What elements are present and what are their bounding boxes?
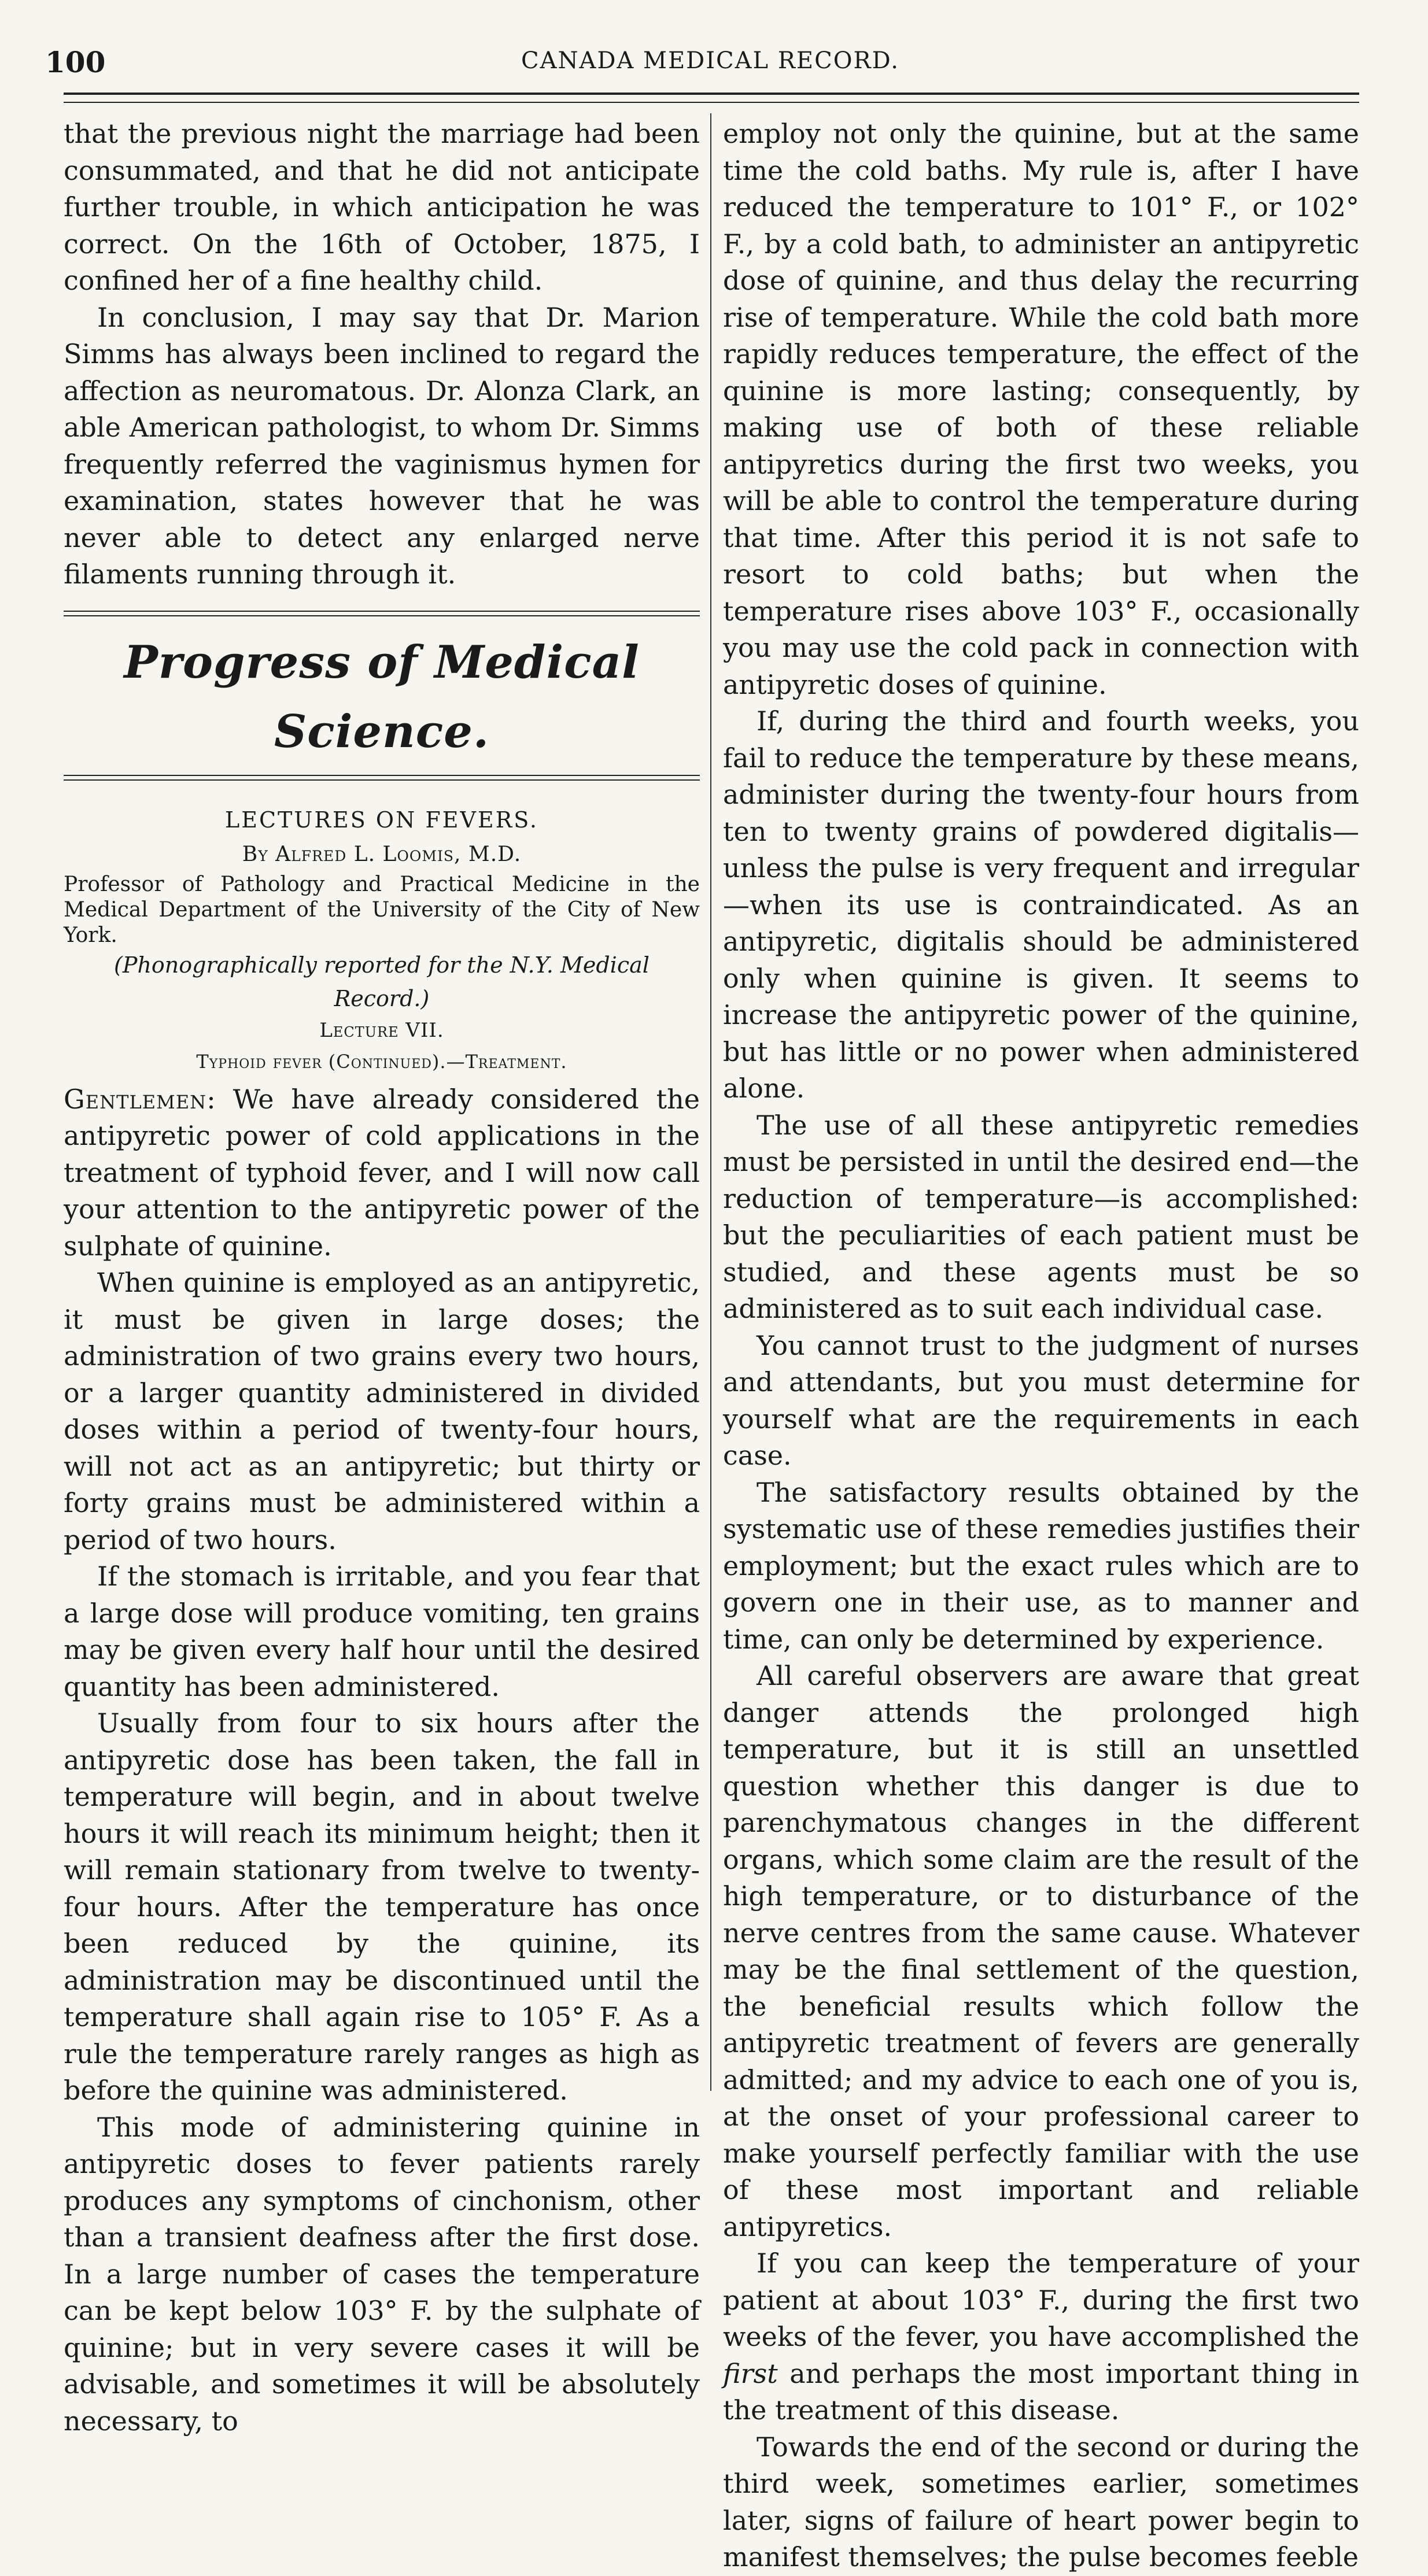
paragraph: In conclusion, I may say that Dr. Marion Simms has always been inclined to regard the affection as neuromatous. Dr. Alonza Clark, an able American pathologist, to whom Dr. Simms frequently referred the vaginismus hymen for examination, states however that he was never able to detect any enlarged nerve filaments running through it. xyxy=(64,301,700,590)
reported-note: (Phonographically reported for the N.Y. Medical Record.) xyxy=(114,952,650,1011)
paragraph: When quinine is employed as an antipyretic, it must be given in large doses; the administration of two grains every two hours, or a larger quantity administered in divided doses within a period of twenty-four hours, will not act as an antipyretic; but thirty or forty grains must be administered within a period of two hours. xyxy=(64,1267,700,1555)
paragraph xyxy=(64,1081,700,1265)
paragraph xyxy=(723,2245,1359,2429)
lecture-title: LECTURES ON FEVERS. xyxy=(224,807,539,833)
section-rule xyxy=(64,775,700,781)
paragraph: The use of all these antipyretic remedies must be persisted in until the desired end—the reduction of temperature—is accomplished: but the peculiarities of each patient must be studied, and these agents must be so administered as to suit each individual case. xyxy=(723,1109,1359,1324)
section-title: Progress of Medical Science. xyxy=(124,635,640,758)
running-head: CANADA MEDICAL RECORD. xyxy=(521,47,900,74)
paragraph: If the stomach is irritable, and you fear that a large dose will produce vomiting, ten grains may be given every half hour until the desired quantity has been administered. xyxy=(64,1561,700,1702)
column-divider xyxy=(710,113,711,2091)
left-column xyxy=(64,116,700,2440)
paragraph: The satisfactory results obtained by the systematic use of these remedies justifies their employment; but the exact rules which are to govern one in their use, as to manner and time, can only be determined by experience. xyxy=(723,1476,1359,1655)
header-rule-thin xyxy=(64,102,1359,103)
page-header xyxy=(45,42,1375,82)
salutation: Gentlemen xyxy=(64,1083,207,1115)
section-rule xyxy=(64,611,700,616)
paragraph: This mode of administering quinine in antipyretic doses to fever patients rarely produces any symptoms of cinchonism, other than a transient deafness after the first dose. In a large number of cases the temperature can be kept below 103° F. by the sulphate of quinine; but in very severe cases it will be advisable, and sometimes it will be absolutely necessary, to xyxy=(64,2111,700,2437)
paragraph: employ not only the quinine, but at the same time the cold baths. My rule is, after I have reduced the temperature to 101° F., or 102° F., by a cold bath, to administer an antipyretic dose of quinine, and thus delay the recurring rise of temperature. While the cold bath more rapidly reduces temperature, the effect of the quinine is more lasting; consequently, by making use of both of these reliable antipyretics during the first two weeks, you will be able to control the temperature during that time. After this period it is not safe to resort to cold baths; but when the temperature rises above 103° F., occasionally you may use the cold pack in connection with antipyretic doses of quinine. xyxy=(723,118,1359,700)
lecture-number: Lecture VII. xyxy=(319,1018,444,1042)
paragraph: Towards the end of the second or during the third week, sometimes earlier, sometimes later, signs of failure of heart power begin to manifest themselves; the pulse becomes feeble xyxy=(723,2431,1359,2573)
right-column xyxy=(723,116,1359,2576)
paragraph: You cannot trust to the judgment of nurses and attendants, but you must determine for yourself what are the requirements in each case. xyxy=(723,1329,1359,1471)
header-rule xyxy=(64,93,1359,95)
paragraph: If, during the third and fourth weeks, you fail to reduce the temperature by these means, administer during the twenty-four hours from ten to twenty grains of powdered digitalis—unless the pulse is very frequent and irregular—when its use is contraindicated. As an antipyretic, digitalis should be administered only when quinine is given. It seems to increase the antipyretic power of the quinine, but has little or no power when administered alone. xyxy=(723,705,1359,1104)
author-line: By Alfred L. Loomis, M.D. xyxy=(242,842,522,866)
paragraph-text: : We have already considered the antipyretic power of cold applications in the treatment of typhoid fever, and I will now call your attention to the antipyretic power of the sulphate of quinine. xyxy=(64,1083,700,1262)
lecture-subtitle: Typhoid fever (Continued).—Treatment. xyxy=(196,1050,567,1073)
paragraph-text: If you can keep the temperature of your patient at about 103° F., during the first two weeks of the fever, you have accomplished the xyxy=(723,2248,1359,2352)
paragraph: Usually from four to six hours after the antipyretic dose has been taken, the fall in temperature will begin, and in about twelve hours it will reach its minimum height; then it will remain stationary from twelve to twenty-four hours. After the temperature has once been reduced by the quinine, its administration may be discontinued until the temperature shall again rise to 105° F. As a rule the temperature rarely ranges as high as before the quinine was administered. xyxy=(64,1708,700,2106)
paragraph-text: and perhaps the most important thing in the treatment of this disease. xyxy=(723,2357,1359,2426)
paragraph: All careful observers are aware that great danger attends the prolonged high temperature, but it is still an unsettled question whether this danger is due to parenchymatous changes in the different organs, which some claim are the result of the high temperature, or to disturbance of the nerve centres from the same cause. Whatever may be the final settlement of the question, the beneficial results which follow the antipyretic treatment of fevers are generally admitted; and my advice to each one of you is, at the onset of your professional career to make yourself perfectly familiar with the use of these most important and reliable antipyretics. xyxy=(723,1660,1359,2242)
affiliation: Professor of Pathology and Practical Medicine in the Medical Department of the University of the City of New York. xyxy=(64,872,700,947)
emphasis: first xyxy=(723,2357,778,2389)
page-number: 100 xyxy=(45,45,106,79)
paragraph: that the previous night the marriage had been consummated, and that he did not anticipate further trouble, in which anticipation he was correct. On the 16th of October, 1875, I confined her of a fine healthy child. xyxy=(64,118,700,296)
